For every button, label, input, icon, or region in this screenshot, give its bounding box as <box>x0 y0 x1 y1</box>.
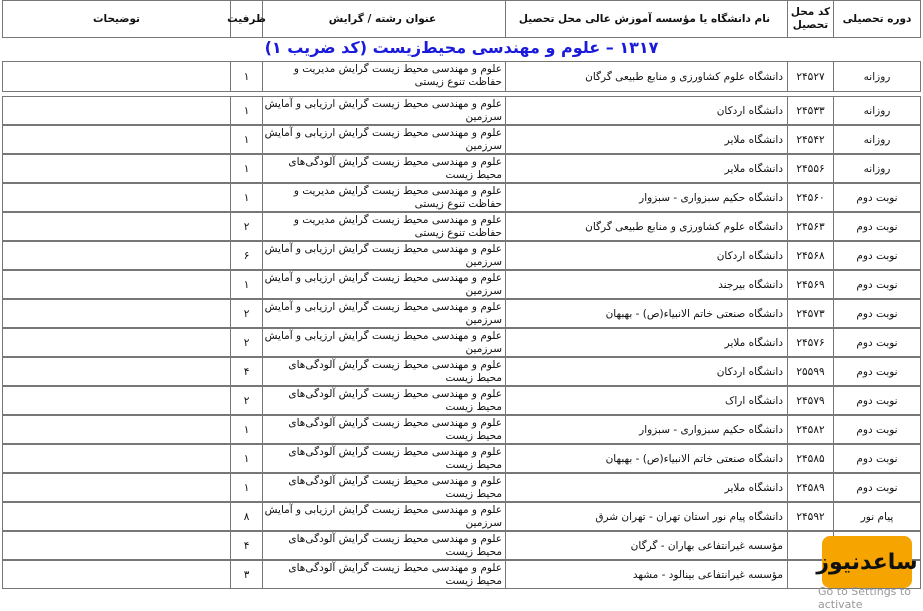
table-row <box>2 270 921 299</box>
header-period: دوره تحصیلی <box>833 1 921 37</box>
capacity-cell: ۱ <box>230 62 262 91</box>
period-cell: روزانه <box>833 62 921 91</box>
code-cell: ۲۵۵۹۹ <box>787 358 833 385</box>
table-row <box>2 473 921 502</box>
field-cell: علوم و مهندسی محیط زیست گرایش ارزیابی و آمایش سرزمین <box>262 242 505 269</box>
capacity-cell: ۱ <box>230 184 262 211</box>
code-cell: ۲۴۵۲۷ <box>787 62 833 91</box>
header-code: کد محل تحصیل <box>787 1 833 37</box>
watermark-logo: ساعدنیوز <box>822 536 912 588</box>
period-cell: نوبت دوم <box>833 329 921 356</box>
field-cell: علوم و مهندسی محیط زیست گرایش مدیریت و حفاظت تنوع زیستی <box>262 184 505 211</box>
university-cell: دانشگاه حکیم سبزواری - سبزوار <box>505 184 787 211</box>
table-row <box>2 415 921 444</box>
header-university: نام دانشگاه یا مؤسسه آموزش عالی محل تحصیل <box>505 1 787 37</box>
table-row <box>2 357 921 386</box>
capacity-cell: ۱ <box>230 416 262 443</box>
period-cell: نوبت دوم <box>833 358 921 385</box>
period-cell: نوبت دوم <box>833 184 921 211</box>
header-field: عنوان رشته / گرایش <box>262 1 505 37</box>
field-cell: علوم و مهندسی محیط زیست گرایش مدیریت و حفاظت تنوع زیستی <box>262 62 505 91</box>
field-cell: علوم و مهندسی محیط زیست گرایش آلودگی‌های محیط زیست <box>262 155 505 182</box>
university-cell: دانشگاه اراک <box>505 387 787 414</box>
notes-cell <box>2 532 230 559</box>
field-cell: علوم و مهندسی محیط زیست گرایش ارزیابی و آمایش سرزمین <box>262 300 505 327</box>
university-cell: دانشگاه علوم کشاورزی و منابع طبیعی گرگان <box>505 213 787 240</box>
field-cell: علوم و مهندسی محیط زیست گرایش آلودگی‌های محیط زیست <box>262 358 505 385</box>
field-cell: علوم و مهندسی محیط زیست گرایش آلودگی‌های محیط زیست <box>262 387 505 414</box>
code-cell: ۲۴۵۷۹ <box>787 387 833 414</box>
activation-notice: Go to Settings to activate <box>818 585 911 611</box>
notes-cell <box>2 358 230 385</box>
university-cell: دانشگاه ملایر <box>505 155 787 182</box>
table-row <box>2 299 921 328</box>
table-row <box>2 444 921 473</box>
code-cell: ۲۴۵۶۸ <box>787 242 833 269</box>
notes-cell <box>2 184 230 211</box>
code-cell: ۲۴۵۸۹ <box>787 474 833 501</box>
capacity-cell: ۲ <box>230 329 262 356</box>
field-cell: علوم و مهندسی محیط زیست گرایش ارزیابی و آمایش سرزمین <box>262 271 505 298</box>
table-row <box>2 125 921 154</box>
code-cell: ۲۴۵۷۳ <box>787 300 833 327</box>
field-cell: علوم و مهندسی محیط زیست گرایش آلودگی‌های محیط زیست <box>262 416 505 443</box>
code-cell: ۲۴۵۷۶ <box>787 329 833 356</box>
notes-cell <box>2 445 230 472</box>
notes-cell <box>2 300 230 327</box>
notes-cell <box>2 62 230 91</box>
university-cell: دانشگاه اردکان <box>505 242 787 269</box>
capacity-cell: ۱ <box>230 474 262 501</box>
university-cell: مؤسسه غیرانتفاعی بهاران - گرگان <box>505 532 787 559</box>
capacity-cell: ۱ <box>230 271 262 298</box>
field-cell: علوم و مهندسی محیط زیست گرایش ارزیابی و آمایش سرزمین <box>262 97 505 124</box>
capacity-cell: ۸ <box>230 503 262 530</box>
university-cell: دانشگاه اردکان <box>505 97 787 124</box>
table-row <box>2 502 921 531</box>
code-cell: ۲۴۵۵۶ <box>787 155 833 182</box>
university-cell: دانشگاه صنعتی خاتم الانبیاء(ص) - بهبهان <box>505 300 787 327</box>
table-row <box>2 96 921 125</box>
capacity-cell: ۴ <box>230 358 262 385</box>
capacity-cell: ۱ <box>230 445 262 472</box>
table-row <box>2 61 921 92</box>
notes-cell <box>2 387 230 414</box>
code-cell: ۲۴۵۶۳ <box>787 213 833 240</box>
university-cell: مؤسسه غیرانتفاعی بینالود - مشهد <box>505 561 787 588</box>
table-row <box>2 386 921 415</box>
university-cell: دانشگاه ملایر <box>505 474 787 501</box>
university-cell: دانشگاه ملایر <box>505 329 787 356</box>
table-row <box>2 560 921 589</box>
table-row <box>2 154 921 183</box>
period-cell: نوبت دوم <box>833 271 921 298</box>
capacity-cell: ۲ <box>230 213 262 240</box>
table-row <box>2 328 921 357</box>
notes-cell <box>2 271 230 298</box>
period-cell: نوبت دوم <box>833 213 921 240</box>
capacity-cell: ۲ <box>230 387 262 414</box>
code-cell: ۲۴۵۸۵ <box>787 445 833 472</box>
notes-cell <box>2 416 230 443</box>
field-cell: علوم و مهندسی محیط زیست گرایش ارزیابی و آمایش سرزمین <box>262 126 505 153</box>
code-cell: ۲۴۵۶۹ <box>787 271 833 298</box>
university-cell: دانشگاه پیام نور استان تهران - تهران شرق <box>505 503 787 530</box>
table-row <box>2 212 921 241</box>
notes-cell <box>2 155 230 182</box>
capacity-cell: ۳ <box>230 561 262 588</box>
notes-cell <box>2 213 230 240</box>
capacity-cell: ۱ <box>230 97 262 124</box>
table-header <box>2 0 921 38</box>
period-cell: نوبت دوم <box>833 416 921 443</box>
period-cell: نوبت دوم <box>833 387 921 414</box>
university-cell: دانشگاه حکیم سبزواری - سبزوار <box>505 416 787 443</box>
period-cell: روزانه <box>833 126 921 153</box>
period-cell: روزانه <box>833 97 921 124</box>
notes-cell <box>2 503 230 530</box>
table-row <box>2 531 921 560</box>
university-cell: دانشگاه اردکان <box>505 358 787 385</box>
university-cell: دانشگاه بیرجند <box>505 271 787 298</box>
table-row <box>2 183 921 212</box>
period-cell: نوبت دوم <box>833 474 921 501</box>
period-cell: نوبت دوم <box>833 445 921 472</box>
period-cell: پیام نور <box>833 503 921 530</box>
capacity-cell: ۴ <box>230 532 262 559</box>
notes-cell <box>2 474 230 501</box>
field-cell: علوم و مهندسی محیط زیست گرایش مدیریت و حفاظت تنوع زیستی <box>262 213 505 240</box>
code-cell: ۲۴۵۶۰ <box>787 184 833 211</box>
period-cell: نوبت دوم <box>833 300 921 327</box>
notes-cell <box>2 561 230 588</box>
code-cell: ۲۴۵۴۲ <box>787 126 833 153</box>
capacity-cell: ۱ <box>230 155 262 182</box>
notes-cell <box>2 242 230 269</box>
university-cell: دانشگاه صنعتی خاتم الانبیاء(ص) - بهبهان <box>505 445 787 472</box>
notes-cell <box>2 126 230 153</box>
capacity-cell: ۲ <box>230 300 262 327</box>
code-cell: ۲۴۵۳۳ <box>787 97 833 124</box>
notes-cell <box>2 97 230 124</box>
capacity-cell: ۶ <box>230 242 262 269</box>
code-cell: ۲۴۵۸۲ <box>787 416 833 443</box>
period-cell: روزانه <box>833 155 921 182</box>
field-cell: علوم و مهندسی محیط زیست گرایش آلودگی‌های محیط زیست <box>262 532 505 559</box>
field-cell: علوم و مهندسی محیط زیست گرایش ارزیابی و آمایش سرزمین <box>262 329 505 356</box>
field-cell: علوم و مهندسی محیط زیست گرایش آلودگی‌های محیط زیست <box>262 474 505 501</box>
section-title: ۱۳۱۷ – علوم و مهندسی محیط‌زیست (کد ضریب ۱) <box>264 38 659 57</box>
field-cell: علوم و مهندسی محیط زیست گرایش آلودگی‌های محیط زیست <box>262 445 505 472</box>
field-cell: علوم و مهندسی محیط زیست گرایش آلودگی‌های محیط زیست <box>262 561 505 588</box>
header-capacity: ظرفیت <box>230 1 262 37</box>
period-cell: نوبت دوم <box>833 242 921 269</box>
code-cell: ۲۴۵۹۲ <box>787 503 833 530</box>
university-cell: دانشگاه علوم کشاورزی و منابع طبیعی گرگان <box>505 62 787 91</box>
header-notes: توضیحات <box>2 1 230 37</box>
university-cell: دانشگاه ملایر <box>505 126 787 153</box>
table-body <box>2 61 921 589</box>
field-cell: علوم و مهندسی محیط زیست گرایش ارزیابی و آمایش سرزمین <box>262 503 505 530</box>
notes-cell <box>2 329 230 356</box>
table-row <box>2 241 921 270</box>
capacity-cell: ۱ <box>230 126 262 153</box>
